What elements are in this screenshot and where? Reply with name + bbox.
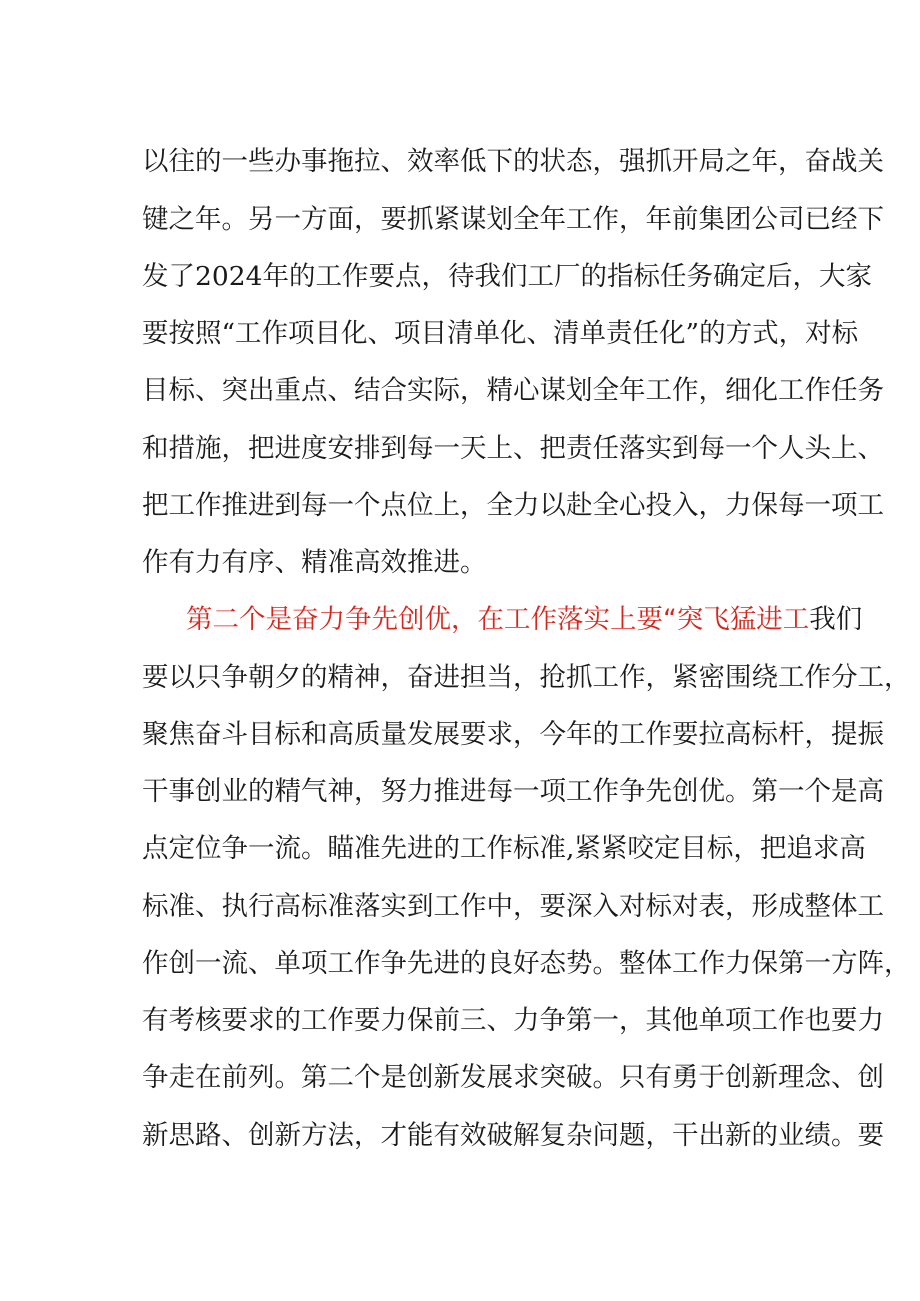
paragraph-line: 要以只争朝夕的精神，奋进担当，抢抓工作，紧密围绕工作分工， xyxy=(142,662,911,693)
paragraph-line: 争走在前列。第二个是创新发展求突破。只有勇于创新理念、创 xyxy=(142,1062,884,1093)
paragraph-line: 标准、执行高标准落实到工作中，要深入对标对表，形成整体工 xyxy=(142,891,884,922)
paragraph-line: 要按照“工作项目化、项目清单化、清单责任化”的方式，对标 xyxy=(142,318,859,349)
paragraph-line: 和措施，把进度安排到每一天上、把责任落实到每一个人头上、 xyxy=(142,433,884,464)
paragraph-line: 新思路、创新方法，才能有效破解复杂问题，干出新的业绩。要 xyxy=(142,1120,884,1151)
section-heading-red: 第二个是奋力争先创优，在工作落实上要“突飞猛进工 xyxy=(186,604,810,635)
section-heading-line xyxy=(186,603,862,637)
paragraph-line: 把工作推进到每一个点位上，全力以赴全心投入，力保每一项工 xyxy=(142,490,884,521)
paragraph-line: 发了2024年的工作要点，待我们工厂的指标任务确定后，大家 xyxy=(142,261,872,292)
paragraph-line: 作有力有序、精准高效推进。 xyxy=(142,547,487,578)
paragraph-line: 聚焦奋斗目标和高质量发展要求，今年的工作要拉高标杆，提振 xyxy=(142,719,884,750)
section-heading-tail: 我们 xyxy=(809,604,863,635)
paragraph-line: 目标、突出重点、结合实际，精心谋划全年工作，细化工作任务 xyxy=(142,375,884,406)
paragraph-line: 干事创业的精气神，努力推进每一项工作争先创优。第一个是高 xyxy=(142,776,884,807)
paragraph-line: 有考核要求的工作要力保前三、力争第一，其他单项工作也要力 xyxy=(142,1005,884,1036)
paragraph-line: 键之年。另一方面，要抓紧谋划全年工作，年前集团公司已经下 xyxy=(142,204,884,235)
paragraph-line: 以往的一些办事拖拉、效率低下的状态，强抓开局之年，奋战关 xyxy=(142,146,884,177)
paragraph-line: 点定位争一流。瞄准先进的工作标准,紧紧咬定目标，把追求高 xyxy=(142,833,866,864)
paragraph-line: 作创一流、单项工作争先进的良好态势。整体工作力保第一方阵， xyxy=(142,948,911,979)
